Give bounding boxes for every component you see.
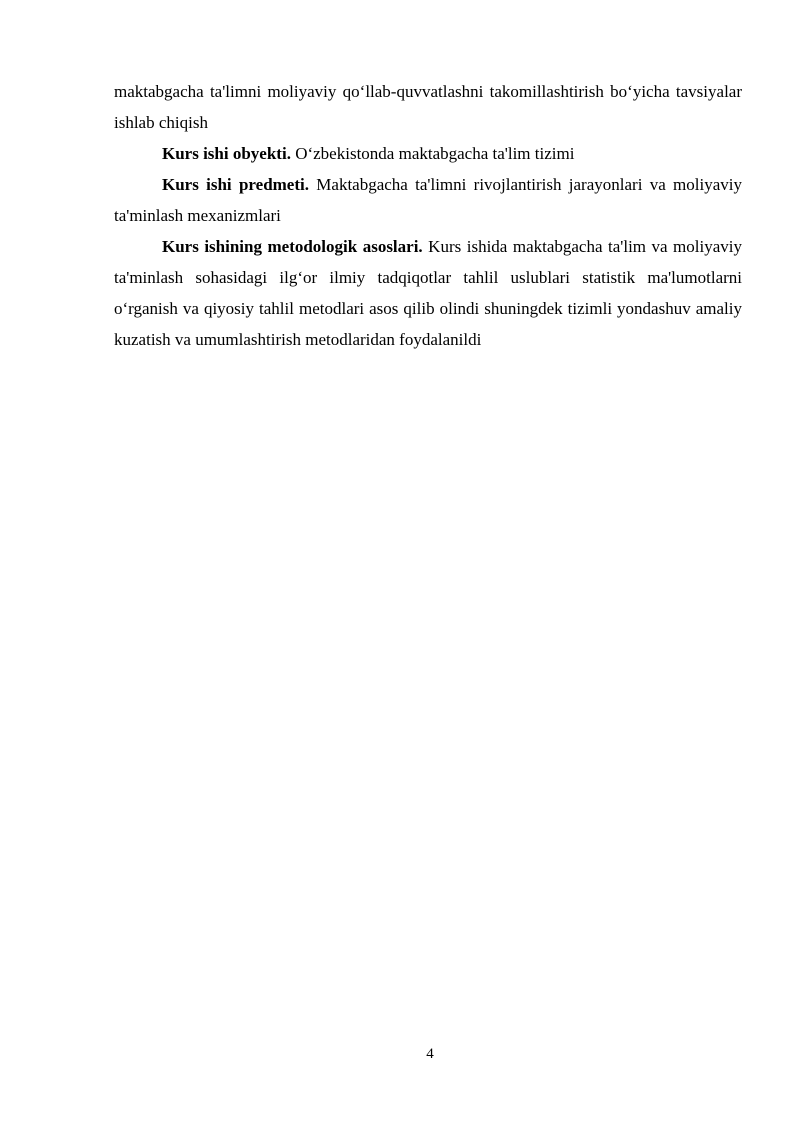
paragraph-text: maktabgacha ta'limni moliyaviy qo‘llab-quvvatlashni takomillashtirish bo‘yicha tavsiyalar ishlab chiqish (114, 82, 742, 132)
paragraph-text: O‘zbekistonda maktabgacha ta'lim tizimi (290, 144, 575, 163)
paragraph-course-subject (114, 169, 742, 231)
page-number: 4 (426, 1046, 434, 1062)
paragraph-continuation (114, 76, 742, 138)
paragraph-lead: Kurs ishi predmeti. (162, 175, 309, 194)
paragraph-methodology (114, 231, 742, 355)
page-body (114, 76, 742, 355)
paragraph-text: Maktabgacha ta'limni rivojlantirish jarayonlari va moliyaviy ta'minlash mexanizmlari (114, 175, 742, 225)
paragraph-text: Kurs ishida maktabgacha ta'lim va moliyaviy ta'minlash sohasidagi ilg‘or ilmiy tadqiqotlar tahlil uslublari statistik ma'lumotlarni o‘rganish va qiyosiy tahlil metodlari asos qilib olindi shuningdek tizimli yondashuv amaliy kuzatish va umumlashtirish metodlaridan foydalanildi (114, 237, 742, 349)
paragraph-lead: Kurs ishi obyekti. (162, 144, 291, 163)
paragraph-lead: Kurs ishining metodologik asoslari. (162, 237, 423, 256)
paragraph-course-object (114, 138, 742, 169)
